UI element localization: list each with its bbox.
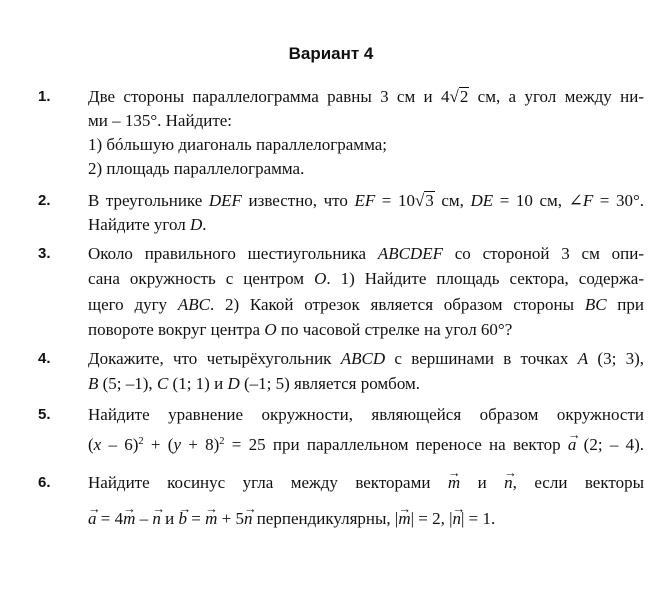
problem-1-line-4: 2) площадь параллелограмма. xyxy=(88,159,305,178)
problem-6-line-1: Найдите косинус угла между векторами → m и → n, если векторы xyxy=(88,470,644,496)
problem-4-line-1: Докажите, что четырёхугольник ABCD с вершинами в точках A (3; 3), xyxy=(88,349,645,368)
problem-6-line-2: → a = 4→ m – → n и → b = → m + 5→ n перпендикулярны, |→ m| = 2, |→ n| = 1. xyxy=(88,506,495,532)
problem-2-line-2: Найдите угол D. xyxy=(88,215,207,234)
problem-4-line-2: B (5; –1), C (1; 1) и D (–1; 5) является ромбом. xyxy=(88,374,421,393)
problem-5-line-2: $(x - 6)^2 + (y + 8)^2 = 25$ при параллельном переносе на вектор → a (2; – 4). xyxy=(88,432,644,458)
problem-3-line-4: повороте вокруг центра O по часовой стрелке на угол 60°? xyxy=(88,320,513,339)
variant-title: Вариант 4 xyxy=(288,44,374,63)
problem-3-line-1: Около правильного шестиугольника ABCDEF со стороной 3 см опи- xyxy=(88,244,644,263)
problem-4-number: 4. xyxy=(38,350,51,367)
problem-3-line-3: щего дугу ABC. 2) Какой отрезок является образом стороны BC при xyxy=(88,295,644,314)
problem-6-number: 6. xyxy=(38,474,51,491)
problem-1-line-2: ми – 135°. Найдите: xyxy=(88,111,233,130)
problem-3-line-2: сана окружность с центром O. 1) Найдите площадь сектора, содержа- xyxy=(88,269,644,288)
problem-5-number: 5. xyxy=(38,406,51,423)
problem-2-line-1: В треугольнике DEF известно, что EF = 10√3 см, DE = 10 см, ∠F = 30°. xyxy=(88,191,644,210)
problem-3-number: 3. xyxy=(38,245,51,262)
problem-1-line-1: Две стороны параллелограмма равны 3 см и 4√2 см, а угол между ни- xyxy=(88,87,644,106)
problem-5-line-1: Найдите уравнение окружности, являющейся образом окружности xyxy=(88,405,644,424)
problem-1-number: 1. xyxy=(38,88,51,105)
problem-2-number: 2. xyxy=(38,192,51,209)
problem-1-line-3: 1) бóльшую диагональ параллелограмма; xyxy=(88,135,387,154)
